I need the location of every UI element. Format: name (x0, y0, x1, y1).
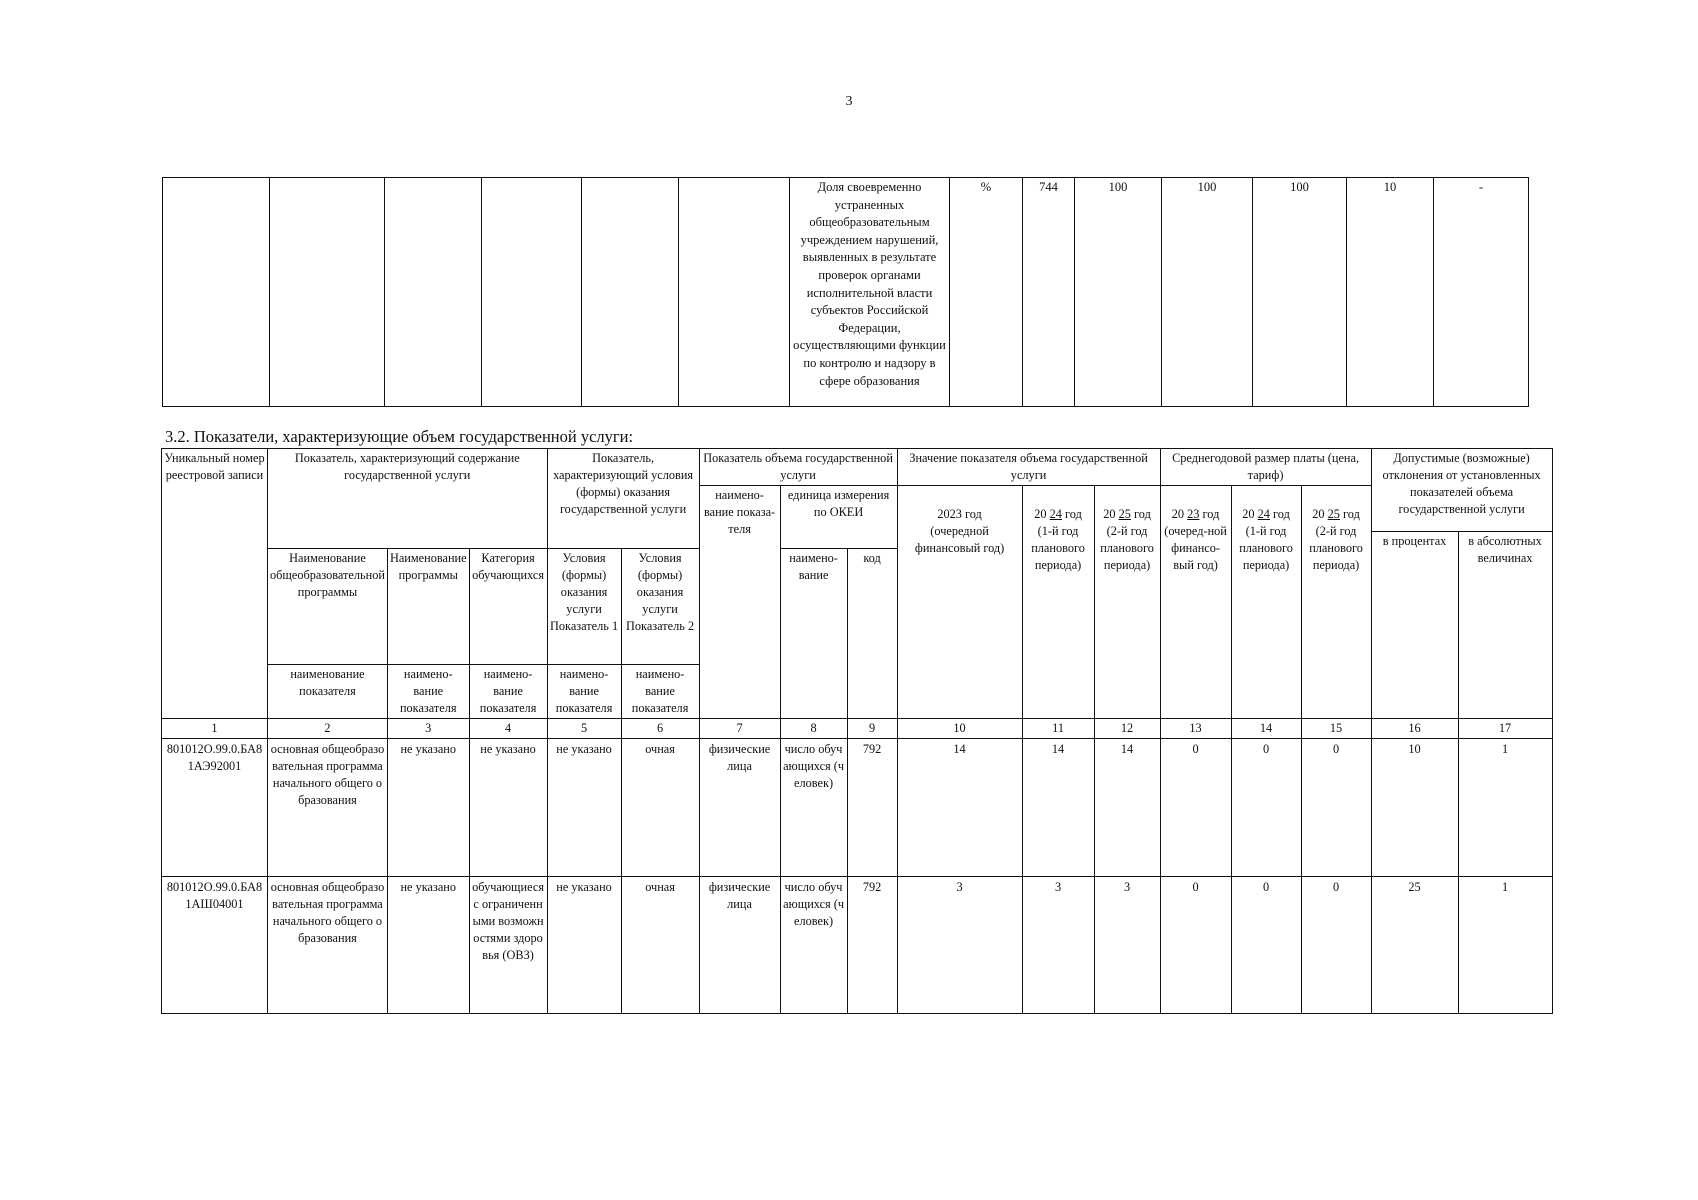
value-2023: 100 (1075, 178, 1162, 407)
fee-2023-label: 20 23 год (1171, 507, 1220, 521)
column-number: 11 (1022, 719, 1094, 739)
fee-2025-label: 20 25 год (1312, 507, 1360, 521)
header-sub-name: наимено-вание показателя (469, 665, 547, 719)
deviation-percent: 10 (1371, 739, 1458, 877)
deviation-absolute: - (1434, 178, 1529, 407)
fee-2025: 0 (1301, 739, 1371, 877)
header-condition-2: Условия (формы) оказания услуги Показатель 2 (621, 549, 699, 665)
condition-2-cell: очная (621, 739, 699, 877)
volume-indicator-table (161, 448, 1553, 1014)
column-number: 5 (547, 719, 621, 739)
year-2023-label: 2023 год (937, 507, 982, 521)
blank-cell (679, 178, 790, 407)
column-number-row (162, 719, 1553, 739)
column-number: 8 (780, 719, 847, 739)
deviation-percent: 25 (1371, 877, 1458, 1014)
page-number: 3 (845, 94, 853, 109)
value-2025: 100 (1253, 178, 1347, 407)
column-number: 10 (897, 719, 1022, 739)
table-row (162, 739, 1553, 877)
value-2023: 3 (897, 877, 1022, 1014)
indicator-cell: физические лица (699, 877, 780, 1014)
header-condition-1: Условия (формы) оказания услуги Показатель 1 (547, 549, 621, 665)
header-year-2025 (1094, 486, 1160, 719)
column-number: 7 (699, 719, 780, 739)
column-number: 1 (162, 719, 268, 739)
header-unique-number: Уникальный номер реестровой записи (162, 449, 268, 719)
deviation-absolute: 1 (1458, 877, 1552, 1014)
category-cell: не указано (469, 739, 547, 877)
section-title: 3.2. Показатели, характеризующие объем государственной услуги: (165, 427, 634, 446)
fee-2024: 0 (1231, 739, 1301, 877)
fee-second-plan-note: (2-й год планового периода) (1309, 524, 1363, 572)
first-plan-note: (1-й год планового периода) (1031, 524, 1085, 572)
column-number: 4 (469, 719, 547, 739)
header-content-group: Показатель, характеризующий содержание государственной услуги (268, 449, 548, 549)
unit-code-cell: 792 (847, 739, 897, 877)
quality-indicator-table (162, 177, 1529, 407)
column-number: 3 (387, 719, 469, 739)
year-2023-note: (очередной финансовый год) (914, 524, 1005, 555)
value-2025: 14 (1094, 739, 1160, 877)
header-fee-2024 (1231, 486, 1301, 719)
fee-2024-label: 20 24 год (1242, 507, 1290, 521)
unit-code-cell: 792 (847, 877, 897, 1014)
fee-2023: 0 (1160, 877, 1231, 1014)
fee-first-plan-note: (1-й год планового периода) (1239, 524, 1293, 572)
column-number: 15 (1301, 719, 1371, 739)
column-number: 14 (1231, 719, 1301, 739)
column-number: 12 (1094, 719, 1160, 739)
header-conditions-group: Показатель, характеризующий условия (формы) оказания государственной услуги (547, 449, 699, 549)
header-fee-2023 (1160, 486, 1231, 719)
fee-first-note: (очеред-ной финансо-вый год) (1164, 524, 1227, 572)
deviation-absolute: 1 (1458, 739, 1552, 877)
fee-2023: 0 (1160, 739, 1231, 877)
header-fee-group: Среднегодовой размер платы (цена, тариф) (1160, 449, 1371, 486)
second-plan-note: (2-й год планового периода) (1100, 524, 1154, 572)
header-row (162, 449, 1553, 486)
header-value-group: Значение показателя объема государственной услуги (897, 449, 1160, 486)
year-2024-label: 20 24 год (1034, 507, 1082, 521)
blank-cell (270, 178, 385, 407)
column-number: 17 (1458, 719, 1552, 739)
unit-cell: % (950, 178, 1023, 407)
header-year-2024 (1022, 486, 1094, 719)
header-program-name: Наименование общеобразовательной программы (268, 549, 388, 665)
unit-name-cell: число обучающихся (человек) (780, 877, 847, 1014)
unit-name-cell: число обучающихся (человек) (780, 739, 847, 877)
column-number: 16 (1371, 719, 1458, 739)
header-sub-name: наимено-вание показателя (621, 665, 699, 719)
indicator-name: Доля своевременно устраненных общеобразовательным учреждением нарушений, выявленных в результате проверок органами исполнительной власти субъектов Российской Федерации, осуществляющими функции по контролю и надзору в сфере образования (790, 178, 950, 407)
fee-2025: 0 (1301, 877, 1371, 1014)
header-program-label: Наименование программы (387, 549, 469, 665)
deviation-percent: 10 (1347, 178, 1434, 407)
category-cell: обучающиеся с ограниченными возможностями здоровья (ОВЗ) (469, 877, 547, 1014)
value-2023: 14 (897, 739, 1022, 877)
value-2024: 3 (1022, 877, 1094, 1014)
condition-2-cell: очная (621, 877, 699, 1014)
indicator-cell: физические лица (699, 739, 780, 877)
column-number: 9 (847, 719, 897, 739)
condition-1-cell: не указано (547, 877, 621, 1014)
header-sub-name: наимено-вание показателя (387, 665, 469, 719)
condition-1-cell: не указано (547, 739, 621, 877)
value-2025: 3 (1094, 877, 1160, 1014)
registry-code: 801012О.99.0.БА81АЭ92001 (162, 739, 268, 877)
header-indicator-name: наимено-вание показа-теля (699, 486, 780, 719)
program-label-cell: не указано (387, 739, 469, 877)
column-number: 6 (621, 719, 699, 739)
header-fee-2025 (1301, 486, 1371, 719)
header-deviation-group: Допустимые (возможные) отклонения от установленных показателей объема государственной услуги (1371, 449, 1552, 532)
program-cell: основная общеобразовательная программа начального общего образования (268, 877, 388, 1014)
blank-cell (482, 178, 582, 407)
quality-row (163, 178, 1529, 407)
header-category: Категория обучающихся (469, 549, 547, 665)
okei-code-cell: 744 (1023, 178, 1075, 407)
program-cell: основная общеобразовательная программа начального общего образования (268, 739, 388, 877)
header-sub-name: наименование показателя (268, 665, 388, 719)
column-number: 2 (268, 719, 388, 739)
header-deviation-percent: в процентах (1371, 532, 1458, 719)
blank-cell (163, 178, 270, 407)
value-2024: 14 (1022, 739, 1094, 877)
header-unit-name: наимено-вание (780, 549, 847, 719)
header-deviation-absolute: в абсолютных величинах (1458, 532, 1552, 719)
blank-cell (582, 178, 679, 407)
header-volume-group: Показатель объема государственной услуги (699, 449, 897, 486)
column-number: 13 (1160, 719, 1231, 739)
blank-cell (385, 178, 482, 407)
table-row (162, 877, 1553, 1014)
header-sub-name: наимено-вание показателя (547, 665, 621, 719)
registry-code: 801012О.99.0.БА81АШ04001 (162, 877, 268, 1014)
value-2024: 100 (1162, 178, 1253, 407)
fee-2024: 0 (1231, 877, 1301, 1014)
header-unit-code: код (847, 549, 897, 719)
year-2025-label: 20 25 год (1103, 507, 1151, 521)
header-year-2023 (897, 486, 1022, 719)
program-label-cell: не указано (387, 877, 469, 1014)
header-unit-group: единица измерения по ОКЕИ (780, 486, 897, 549)
